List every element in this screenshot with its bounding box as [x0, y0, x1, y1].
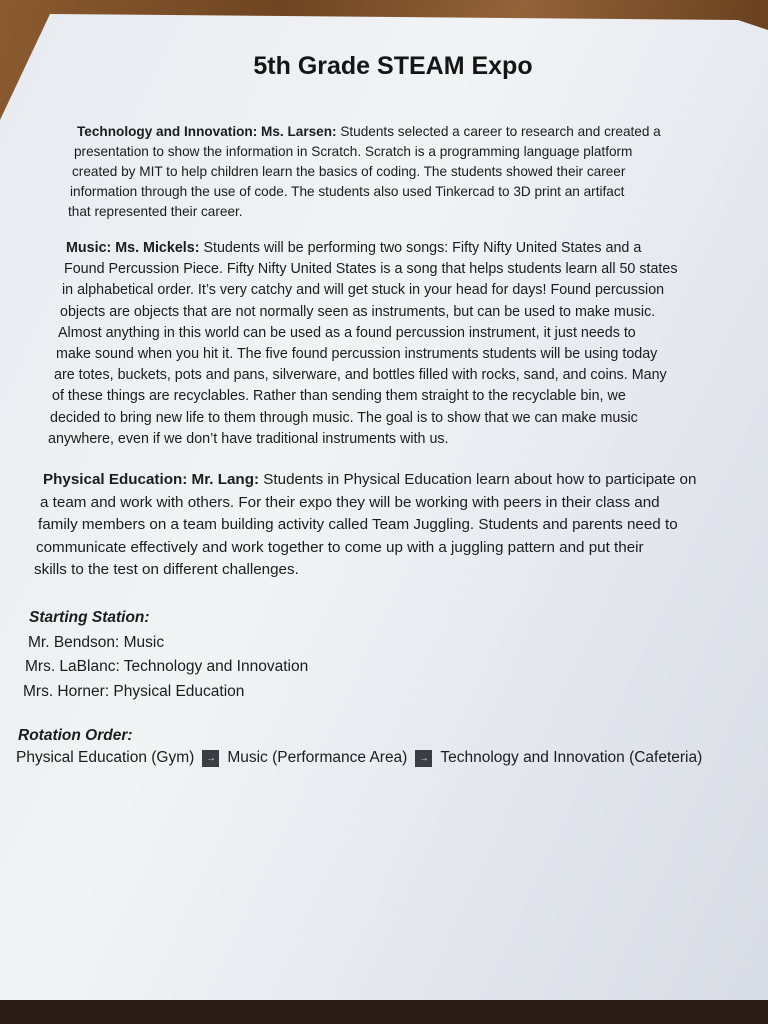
text-line: family members on a team building activity called Team Juggling. Students and parents need to — [38, 516, 678, 533]
station-item: Mr. Bendson: Music — [28, 633, 165, 651]
text-line: make sound when you hit it. The five found percussion instruments students will be using today — [56, 346, 658, 363]
arrow-right-icon: → — [202, 750, 219, 767]
text-line: that represented their career. — [68, 204, 243, 219]
text-line: Students selected a career to research and created a — [336, 124, 661, 139]
arrow-right-icon: → — [415, 750, 432, 767]
document-title: 5th Grade STEAM Expo — [253, 52, 533, 80]
starting-station-heading: Starting Station: — [29, 609, 150, 626]
section-heading: Physical Education: Mr. Lang: — [43, 471, 260, 488]
text-line: created by MIT to help children learn the basics of coding. The students showed their career — [72, 164, 626, 179]
text-line: in alphabetical order. It’s very catchy and will get stuck in your head for days! Found percussion — [62, 282, 665, 299]
text-line: of these things are recyclables. Rather than sending them straight to the recyclable bin, we — [52, 388, 626, 405]
text-line: presentation to show the information in Scratch. Scratch is a programming language platform — [74, 144, 633, 159]
text-line: skills to the test on different challenges. — [34, 561, 299, 578]
rotation-step: Physical Education (Gym) — [16, 749, 195, 766]
text-line: objects are objects that are not normally seen as instruments, but can be used to make music. — [60, 303, 656, 320]
starting-station — [22, 606, 308, 704]
station-item: Mrs. LaBlanc: Technology and Innovation — [25, 658, 309, 675]
text-line: decided to bring new life to them through music. The goal is to show that we can make music — [50, 409, 638, 426]
station-item: Mrs. Horner: Physical Education — [23, 682, 245, 700]
rotation-order — [16, 727, 702, 767]
text-line: Students will be performing two songs: Fifty Nifty United States and a — [199, 240, 642, 256]
section-heading: Music: Ms. Mickels: — [66, 240, 200, 256]
section-physical-education — [34, 469, 696, 582]
text-line: a team and work with others. For their expo they will be working with peers in their class and — [40, 493, 660, 511]
text-line: Found Percussion Piece. Fifty Nifty United States is a song that helps students learn all 50 states — [64, 261, 678, 278]
rotation-step: Music (Performance Area) — [227, 749, 408, 766]
text-line: are totes, buckets, pots and pans, silverware, and bottles filled with rocks, sand, and coins. Many — [54, 367, 667, 384]
section-heading: Technology and Innovation: Ms. Larsen: — [77, 124, 337, 139]
section-technology — [68, 122, 661, 222]
text-line: information through the use of code. The students also used Tinkercad to 3D print an artifact — [70, 184, 625, 199]
rotation-heading: Rotation Order: — [18, 727, 133, 744]
text-line: Students in Physical Education learn about how to participate on — [259, 471, 697, 488]
rotation-step: Technology and Innovation (Cafeteria) — [440, 749, 703, 766]
text-line: communicate effectively and work together to come up with a juggling pattern and put their — [36, 538, 644, 556]
section-music — [48, 238, 678, 450]
text-line: anywhere, even if we don’t have traditional instruments with us. — [48, 430, 449, 447]
text-line: Almost anything in this world can be used as a found percussion instrument, it just needs to — [58, 324, 636, 341]
